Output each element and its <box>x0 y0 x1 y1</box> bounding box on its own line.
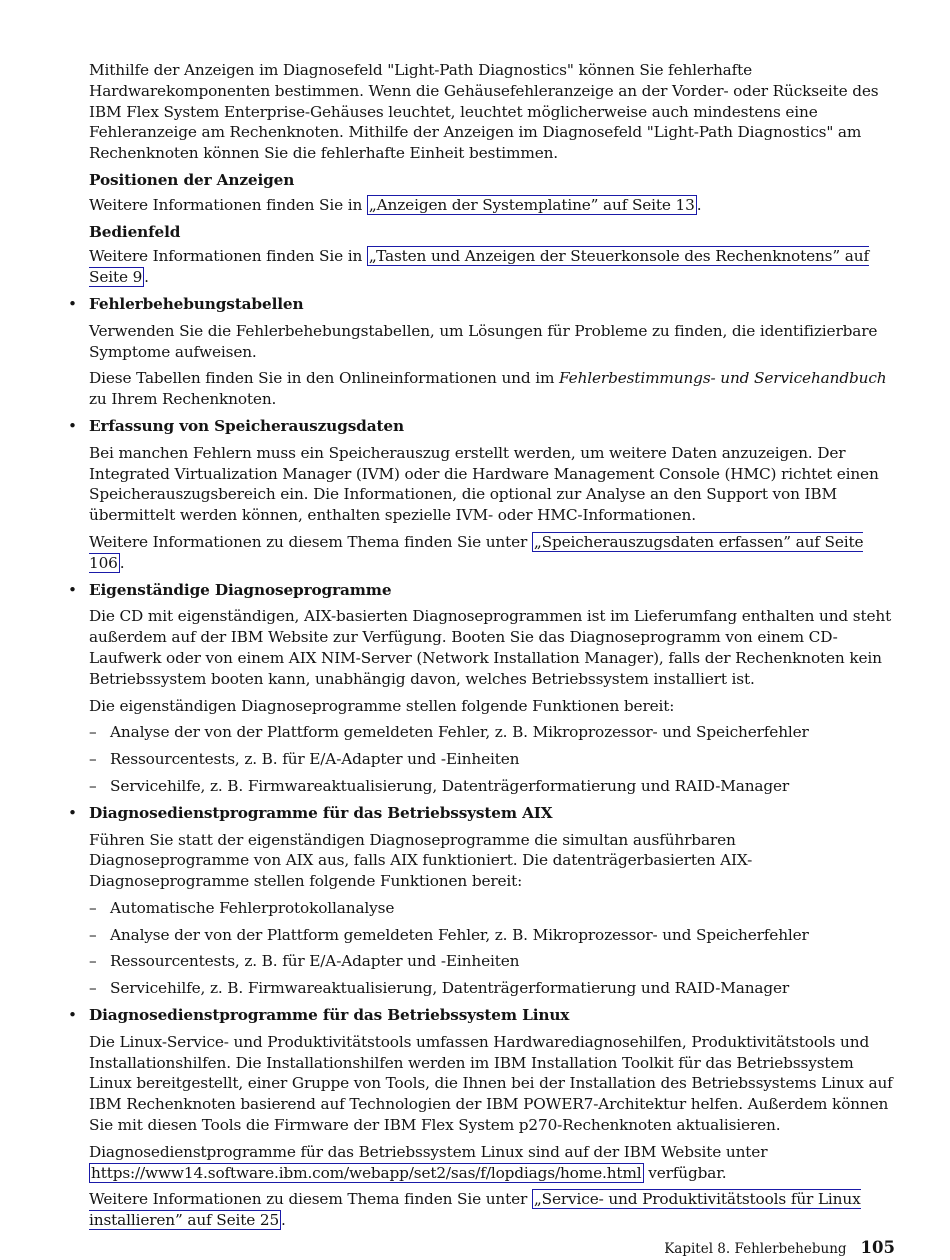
troubleshooting-paragraph-2: Diese Tabellen finden Sie in den Onlineinformationen und im Fehlerbestimmungs- und Servicehandbuch zu Ihrem Rechenknoten. <box>89 369 887 409</box>
list-item: – Ressourcentests, z. B. für E/A-Adapter und -Einheiten <box>89 951 897 972</box>
page-footer <box>664 1238 895 1257</box>
page-number: 105 <box>860 1238 895 1257</box>
troubleshooting-paragraph-1: Verwenden Sie die Fehlerbehebungstabellen, um Lösungen für Probleme zu finden, die identifizierbare Symptome aufweisen. <box>89 321 878 361</box>
list-item: – Automatische Fehlerprotokollanalyse <box>89 898 897 919</box>
bullet-standalone-diagnostics: • Eigenständige Diagnoseprogramme <box>89 580 897 601</box>
subheading-indicator-positions: Positionen der Anzeigen <box>89 170 295 189</box>
list-item: – Analyse der von der Plattform gemeldeten Fehler, z. B. Mikroprozessor- und Speicherfehler <box>89 722 897 743</box>
link-control-panel-buttons[interactable]: „Tasten und Anzeigen der Steuerkonsole des Rechenknotens” auf Seite 9 <box>89 247 869 287</box>
bullet-linux-diagnostics: • Diagnosedienstprogramme für das Betriebssystem Linux <box>89 1005 897 1026</box>
handbook-title: Fehlerbestimmungs- und Servicehandbuch <box>559 369 887 388</box>
intro-paragraph: Mithilfe der Anzeigen im Diagnosefeld "Light-Path Diagnostics" können Sie fehlerhafte Hardwarekomponenten bestimmen. Wenn die Gehäusefehleranzeige an der Vorder- oder Rückseite des IBM Flex System Enterprise-Gehäuses leuchtet, leuchtet möglicherweise auch mindestens eine Fehleranzeige am Rechenknoten. Mithilfe der Anzeigen im Diagnosefeld "Light-Path Diagnostics" am Rechenknoten können Sie die fehlerhafte Einheit bestimmen. <box>89 61 879 163</box>
link-install-linux-tools[interactable]: „Service- und Produktivitätstools für Linux installieren” auf Seite 25 <box>89 1190 861 1230</box>
dump-data-paragraph-2: Weitere Informationen zu diesem Thema finden Sie unter „Speicherauszugsdaten erfassen” auf Seite 106 . <box>89 532 864 572</box>
linux-paragraph-3: Weitere Informationen zu diesem Thema finden Sie unter „Service- und Produktivitätstools für Linux installieren” auf Seite 25 . <box>89 1190 861 1230</box>
aix-paragraph-1: Führen Sie statt der eigenständigen Diagnoseprogramme die simultan ausführbaren Diagnoseprogramme von AIX aus, falls AIX funktioniert. Die datenträgerbasierten AIX-Diagnoseprogramme stellen folgende Funktionen bereit: <box>89 830 753 891</box>
bullet-aix-diagnostics: • Diagnosedienstprogramme für das Betriebssystem AIX <box>89 803 897 824</box>
chapter-title: Kapitel 8. Fehlerbehebung <box>664 1241 847 1257</box>
subheading-control-panel: Bedienfeld <box>89 222 181 241</box>
list-item: – Analyse der von der Plattform gemeldeten Fehler, z. B. Mikroprozessor- und Speicherfehler <box>89 925 897 946</box>
list-item: – Ressourcentests, z. B. für E/A-Adapter und -Einheiten <box>89 749 897 770</box>
list-item: – Servicehilfe, z. B. Firmwareaktualisierung, Datenträgerformatierung und RAID-Manager <box>89 978 897 999</box>
document-body <box>89 60 897 1237</box>
link-collect-dump-data[interactable]: „Speicherauszugsdaten erfassen” auf Seite 106 <box>89 532 864 572</box>
linux-paragraph-2: Diagnosedienstprogramme für das Betriebssystem Linux sind auf der IBM Website unter https://www14.software.ibm.com/webapp/set2/sas/f/lopdiags/home.html verfügbar. <box>89 1142 768 1182</box>
standalone-paragraph-1: Die CD mit eigenständigen, AIX-basierten Diagnoseprogrammen ist im Lieferumfang enthalten und steht außerdem auf der IBM Website zur Verfügung. Booten Sie das Diagnoseprogramm von einem CD-Laufwerk oder von einem AIX NIM-Server (Network Installation Manager), falls der Rechenknoten kein Betriebssystem booten kann, unabhängig davon, welches Betriebssystem installiert ist. <box>89 607 892 688</box>
link-system-board-indicators[interactable]: „Anzeigen der Systemplatine” auf Seite 13 <box>368 195 695 214</box>
list-item: – Servicehilfe, z. B. Firmwareaktualisierung, Datenträgerformatierung und RAID-Manager <box>89 776 897 797</box>
bullet-dump-data: • Erfassung von Speicherauszugsdaten <box>89 416 897 437</box>
bullet-troubleshooting-tables: • Fehlerbehebungstabellen <box>89 294 897 315</box>
standalone-paragraph-2: Die eigenständigen Diagnoseprogramme stellen folgende Funktionen bereit: <box>89 696 675 715</box>
control-panel-paragraph: Weitere Informationen finden Sie in „Tasten und Anzeigen der Steuerkonsole des Rechenknotens” auf Seite 9 . <box>89 247 869 287</box>
indicator-positions-paragraph: Weitere Informationen finden Sie in „Anzeigen der Systemplatine” auf Seite 13 . <box>89 195 702 214</box>
linux-paragraph-1: Die Linux-Service- und Produktivitätstools umfassen Hardwarediagnosehilfen, Produktivitätstools und Installationshilfen. Die Installationshilfen werden im IBM Installation Toolkit für das Betriebssystem Linux bereitgestellt, einer Gruppe von Tools, die Ihnen bei der Installation des Betriebssystems Linux auf IBM Rechenknoten basierend auf Technologien der IBM POWER7-Architektur helfen. Außerdem können Sie mit diesen Tools die Firmware der IBM Flex System p270-Rechenknoten aktualisieren. <box>89 1032 893 1135</box>
dump-data-paragraph-1: Bei manchen Fehlern muss ein Speicherauszug erstellt werden, um weitere Daten anzuzeigen. Der Integrated Virtualization Manager (IVM) oder die Hardware Management Console (HMC) richtet einen Speicherauszugsbereich ein. Die Informationen, die optional zur Analyse an den Support von IBM übermittelt werden können, enthalten spezielle IVM- oder HMC-Informationen. <box>89 443 879 525</box>
link-lopdiags-url[interactable]: https://www14.software.ibm.com/webapp/set2/sas/f/lopdiags/home.html <box>91 1163 642 1182</box>
